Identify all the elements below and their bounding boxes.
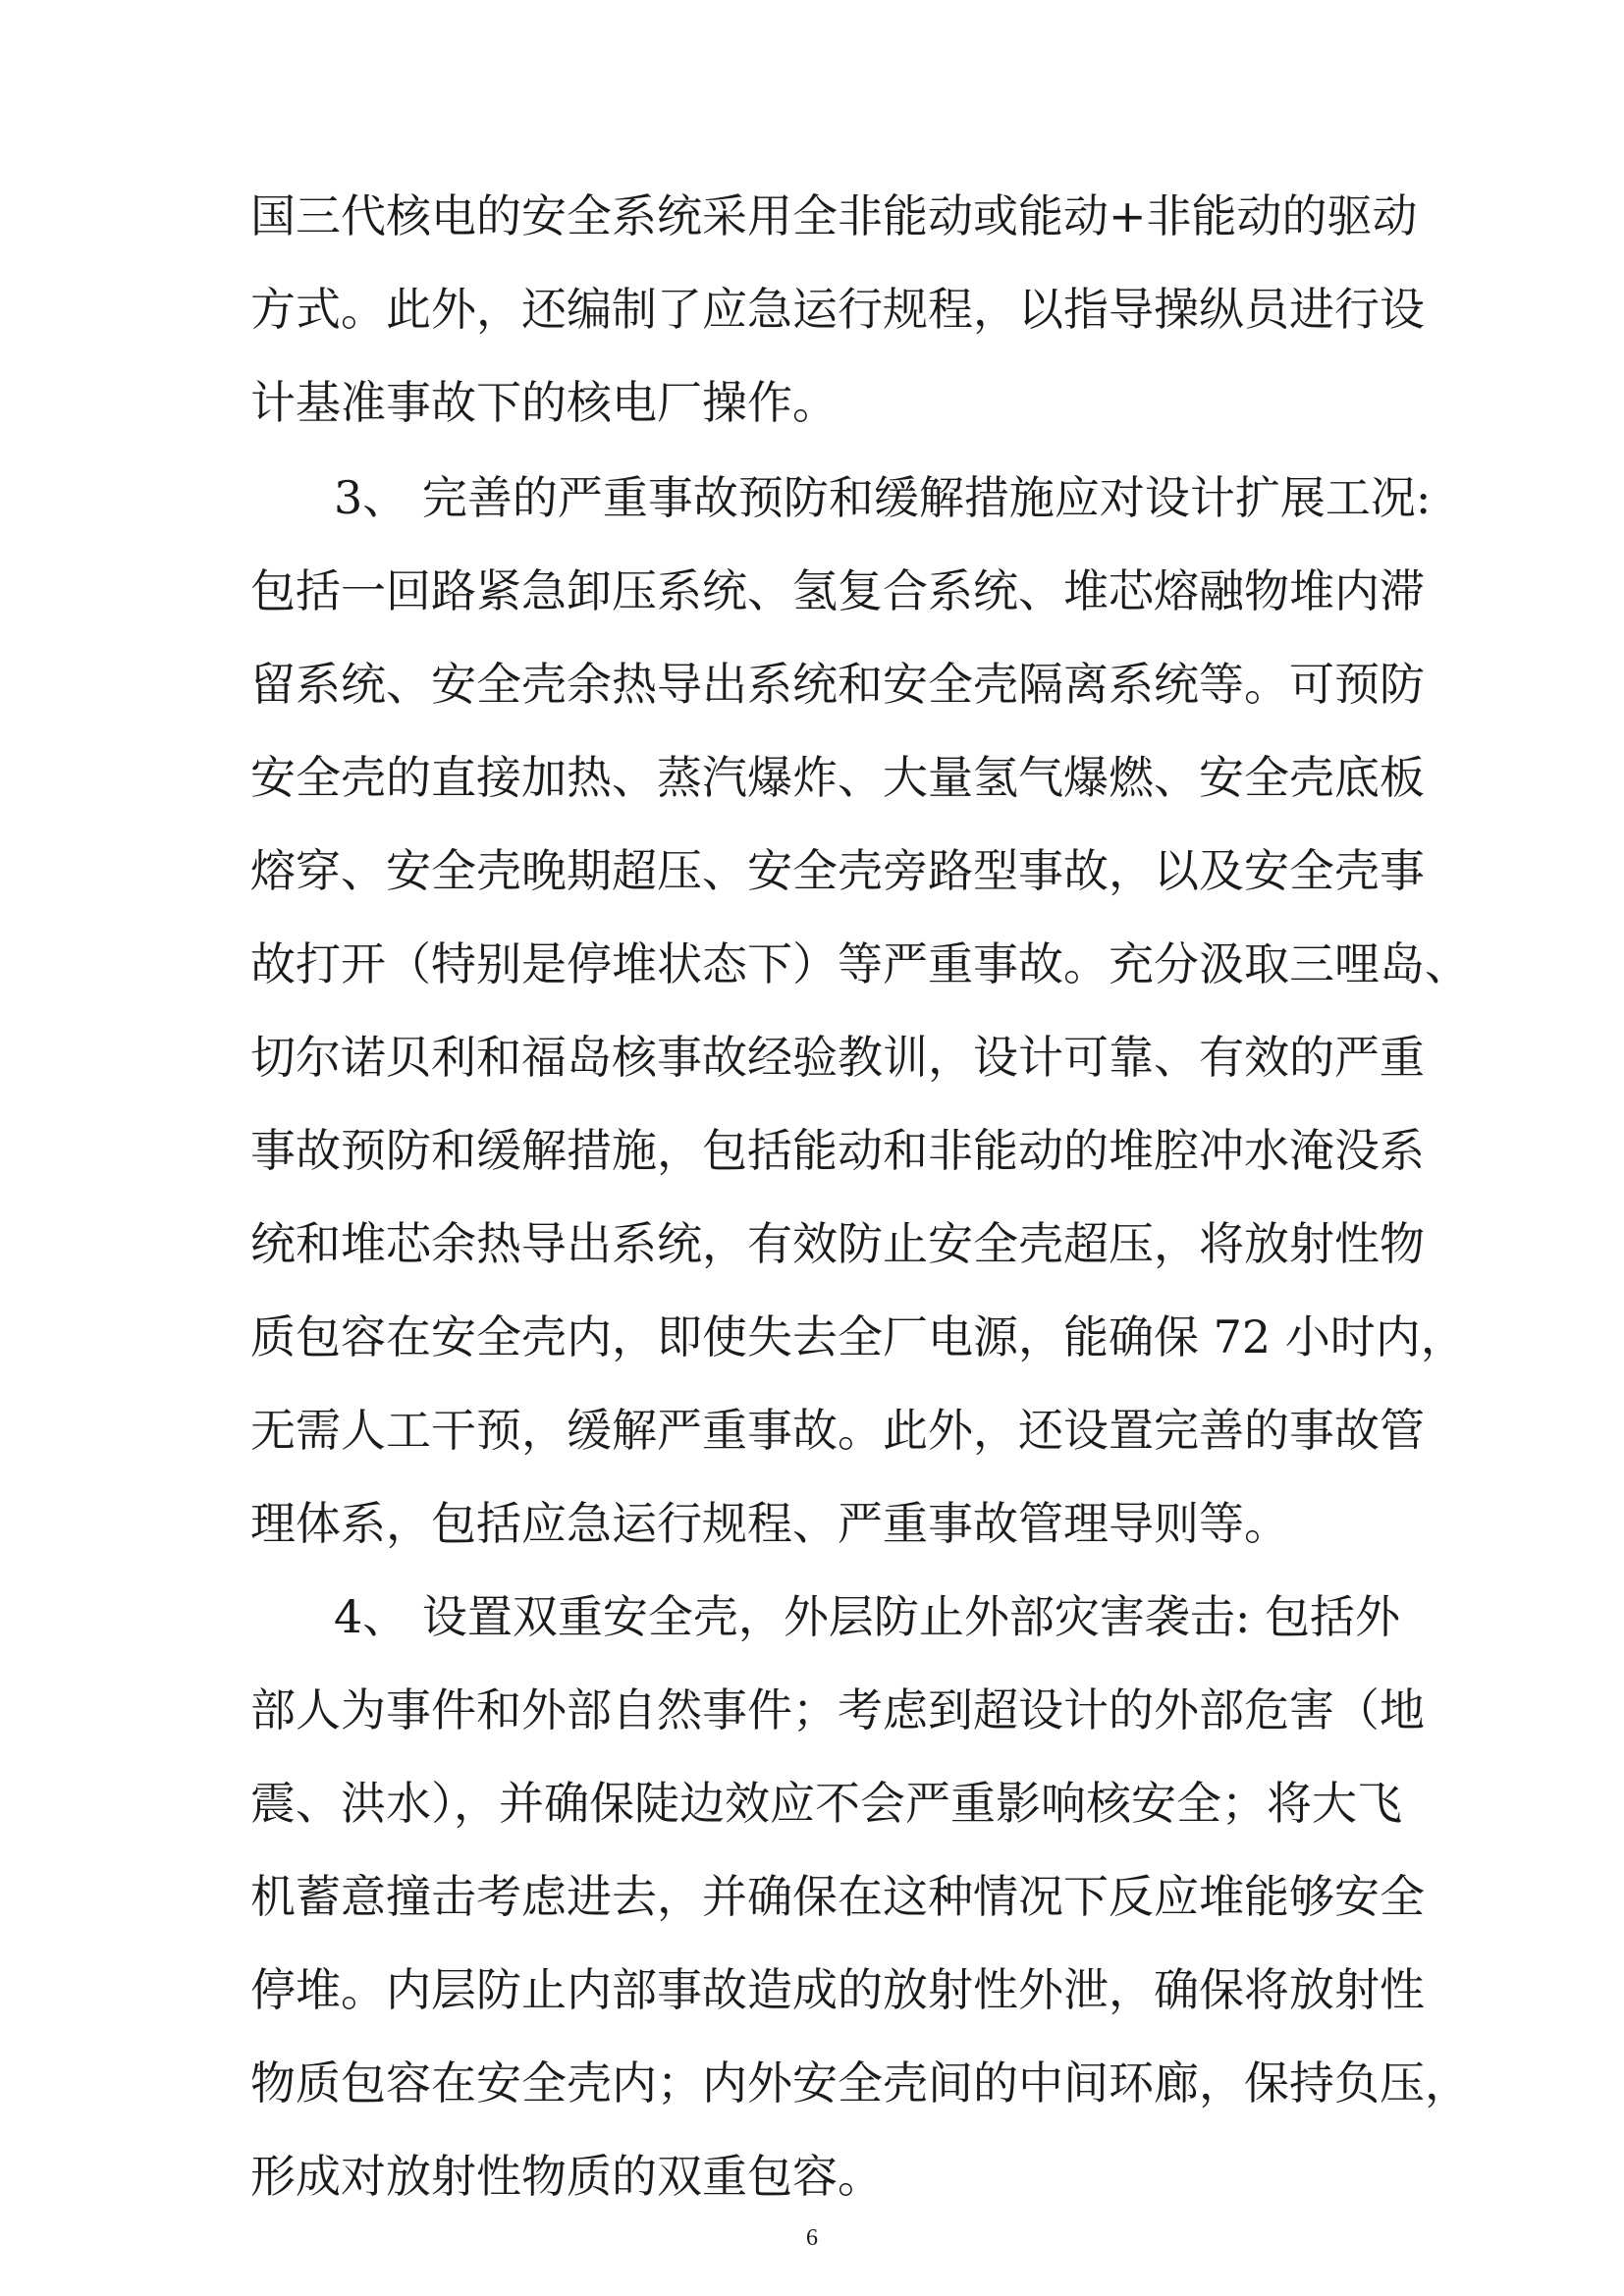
text-line: 部人为事件和外部自然事件；考虑到超设计的外部危害（地	[250, 1683, 1425, 1736]
text-line: 方式。此外，还编制了应急运行规程，以指导操纵员进行设	[250, 283, 1425, 336]
text-line: 3、 完善的严重事故预防和缓解措施应对设计扩展工况:	[334, 471, 1432, 524]
text-line: 质包容在安全壳内，即使失去全厂电源，能确保 72 小时内，	[250, 1310, 1466, 1363]
text-line: 理体系，包括应急运行规程、严重事故管理导则等。	[250, 1497, 1289, 1550]
text-line: 无需人工干预，缓解严重事故。此外，还设置完善的事故管	[250, 1404, 1425, 1457]
text-line: 物质包容在安全壳内；内外安全壳间的中间环廊，保持负压，	[250, 2056, 1470, 2109]
text-line: 留系统、安全壳余热导出系统和安全壳隔离系统等。可预防	[250, 658, 1425, 711]
text-line: 震、洪水），并确保陡边效应不会严重影响核安全；将大飞	[250, 1777, 1402, 1830]
text-line: 停堆。内层防止内部事故造成的放射性外泄，确保将放射性	[250, 1963, 1425, 2016]
page-number: 6	[806, 2225, 818, 2251]
text-line: 计基准事故下的核电厂操作。	[250, 376, 838, 429]
text-line: 统和堆芯余热导出系统，有效防止安全壳超压，将放射性物	[250, 1217, 1425, 1270]
text-line: 机蓄意撞击考虑进去，并确保在这种情况下反应堆能够安全	[250, 1870, 1425, 1923]
text-line: 事故预防和缓解措施，包括能动和非能动的堆腔冲水淹没系	[250, 1124, 1425, 1177]
text-line: 形成对放射性物质的双重包容。	[250, 2150, 883, 2203]
text-line: 切尔诺贝利和福岛核事故经验教训，设计可靠、有效的严重	[250, 1031, 1425, 1084]
text-line: 故打开（特别是停堆状态下）等严重事故。充分汲取三哩岛、	[250, 937, 1470, 990]
text-line: 熔穿、安全壳晚期超压、安全壳旁路型事故，以及安全壳事	[250, 844, 1425, 897]
text-line: 包括一回路紧急卸压系统、氢复合系统、堆芯熔融物堆内滞	[250, 564, 1425, 617]
text-line: 4、 设置双重安全壳，外层防止外部灾害袭击: 包括外	[334, 1590, 1401, 1643]
text-line: 安全壳的直接加热、蒸汽爆炸、大量氢气爆燃、安全壳底板	[250, 751, 1425, 804]
text-line: 国三代核电的安全系统采用全非能动或能动+非能动的驱动	[250, 189, 1418, 242]
